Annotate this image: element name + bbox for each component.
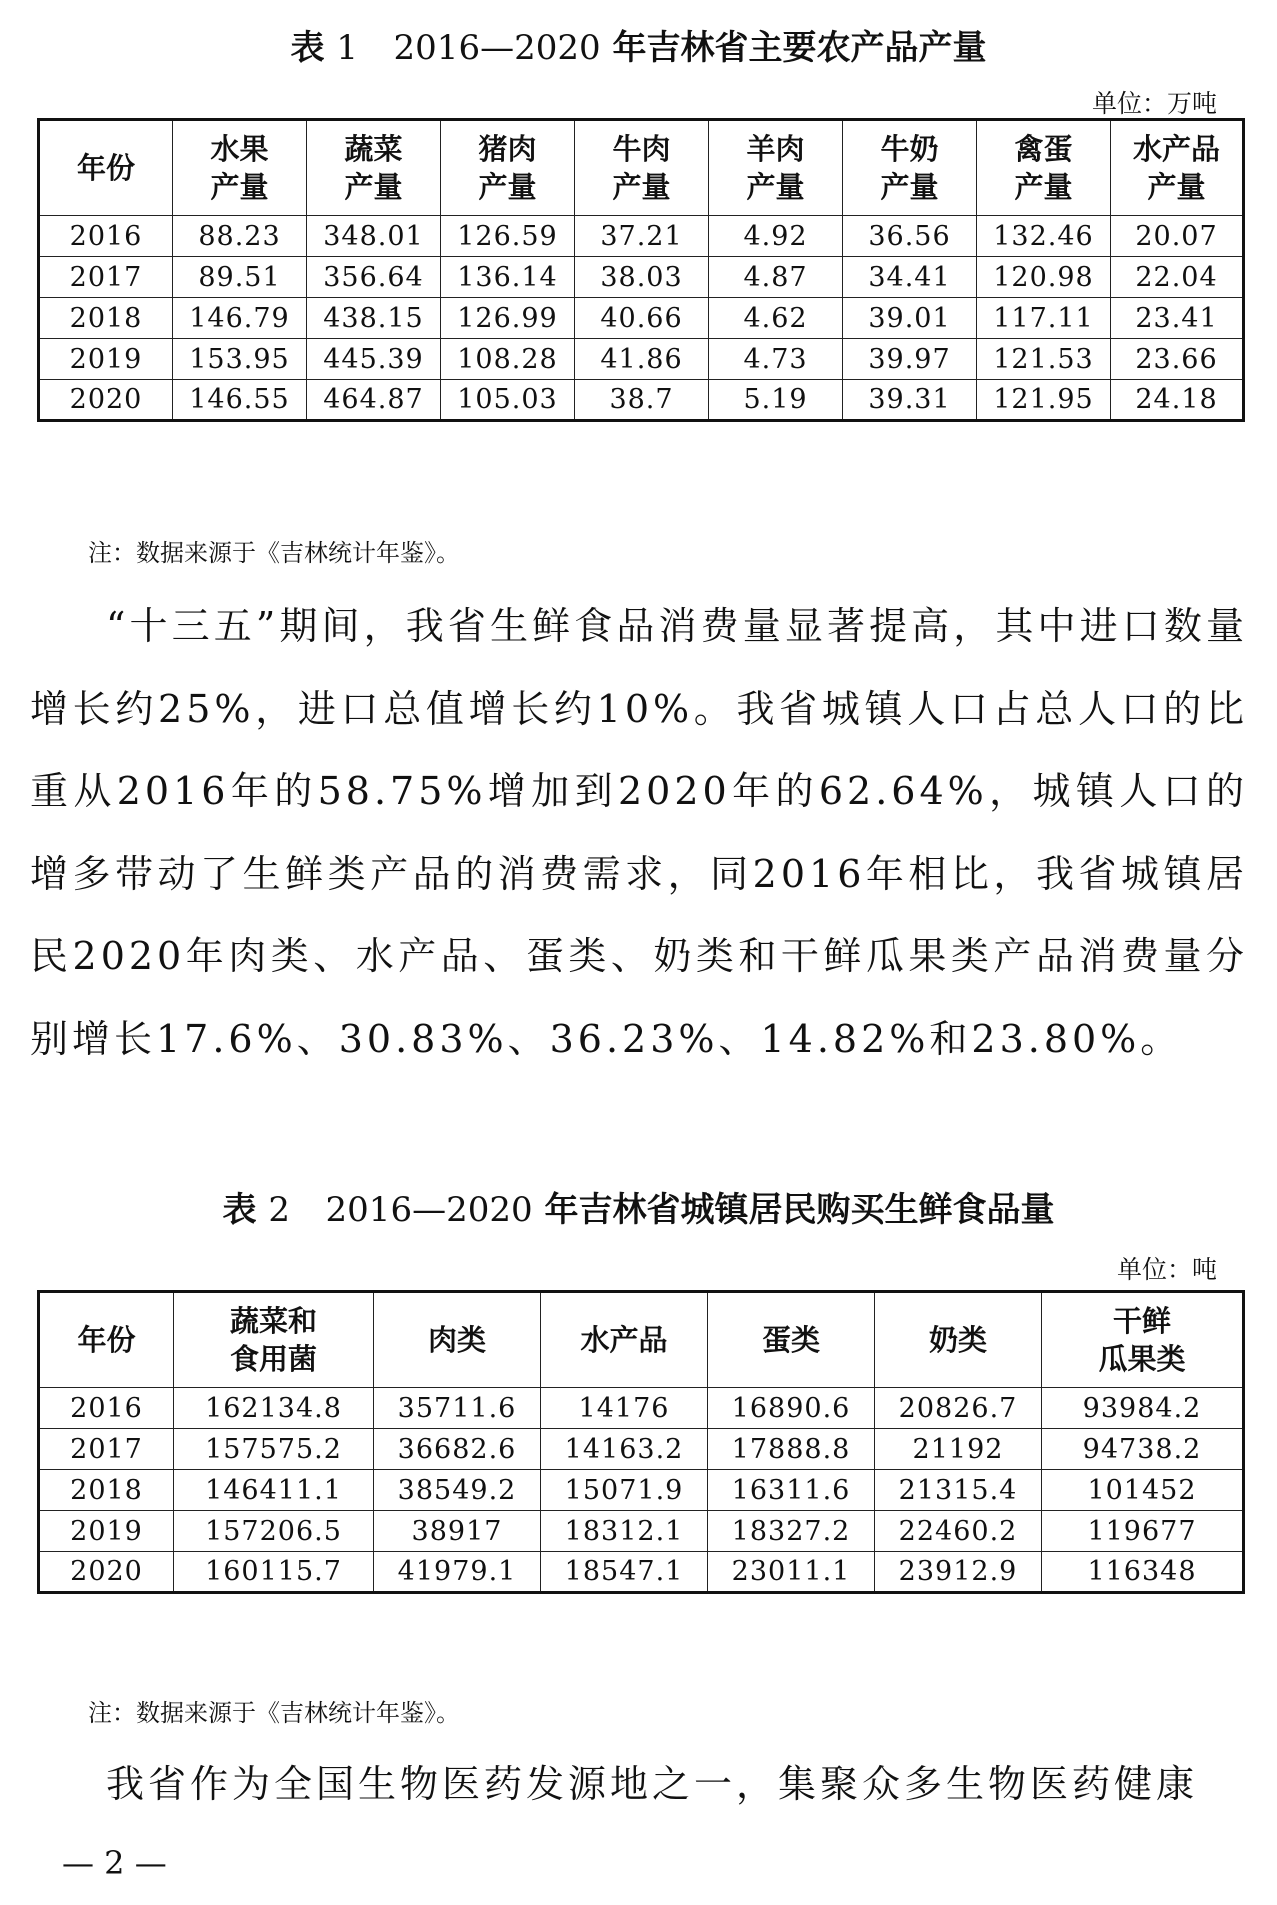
table2-value-cell: 146411.1 bbox=[174, 1470, 374, 1511]
table2-note: 注：数据来源于《吉林统计年鉴》。 bbox=[88, 1699, 460, 1727]
page-number: — 2 — bbox=[62, 1844, 167, 1882]
table1-header-cell bbox=[307, 120, 441, 216]
table2-value-cell: 22460.2 bbox=[875, 1511, 1042, 1552]
table1-value-cell: 348.01 bbox=[307, 216, 441, 257]
table2-header-cell bbox=[875, 1292, 1042, 1388]
table1-value-cell: 36.56 bbox=[843, 216, 977, 257]
table1-header-text: 牛奶 bbox=[880, 132, 939, 166]
table1-value-cell: 120.98 bbox=[977, 257, 1111, 298]
table1-header-cell bbox=[1111, 120, 1244, 216]
table1-value-cell: 153.95 bbox=[173, 339, 307, 380]
table1-year-cell: 2020 bbox=[39, 380, 173, 421]
table2-value-cell: 16311.6 bbox=[708, 1470, 875, 1511]
table2-header-text: 肉类 bbox=[427, 1323, 486, 1357]
table1-header-text: 产量 bbox=[880, 170, 939, 204]
table1-value-cell: 20.07 bbox=[1111, 216, 1244, 257]
table1-value-cell: 89.51 bbox=[173, 257, 307, 298]
table2-header-cell bbox=[174, 1292, 374, 1388]
table1-value-cell: 39.01 bbox=[843, 298, 977, 339]
table-row bbox=[39, 1470, 1244, 1511]
body-paragraph-2: 我省作为全国生物医药发源地之一，集聚众多生物医药健康 bbox=[106, 1762, 1199, 1806]
table1-header-text: 产量 bbox=[746, 170, 805, 204]
table1-header-text: 蔬菜 bbox=[344, 132, 403, 166]
table1-value-cell: 38.03 bbox=[575, 257, 709, 298]
table2-value-cell: 101452 bbox=[1042, 1470, 1244, 1511]
table2-value-cell: 21315.4 bbox=[875, 1470, 1042, 1511]
table1-value-cell: 5.19 bbox=[709, 380, 843, 421]
table2-value-cell: 18547.1 bbox=[541, 1552, 708, 1593]
table-row bbox=[39, 1388, 1244, 1429]
table2-year-cell: 2017 bbox=[39, 1429, 174, 1470]
table-row bbox=[39, 216, 1244, 257]
table-row bbox=[39, 257, 1244, 298]
table2-value-cell: 18327.2 bbox=[708, 1511, 875, 1552]
table1-value-cell: 117.11 bbox=[977, 298, 1111, 339]
table2-years: 2016—2020 bbox=[325, 1190, 533, 1230]
table1-value-cell: 126.59 bbox=[441, 216, 575, 257]
table1-header-text: 羊肉 bbox=[746, 132, 805, 166]
table1-value-cell: 34.41 bbox=[843, 257, 977, 298]
table1-note: 注：数据来源于《吉林统计年鉴》。 bbox=[88, 539, 460, 567]
table2-header-text: 蛋类 bbox=[761, 1323, 820, 1357]
table2-value-cell: 38549.2 bbox=[374, 1470, 541, 1511]
table1-header-text: 猪肉 bbox=[478, 132, 537, 166]
table1-header-text: 产量 bbox=[344, 170, 403, 204]
table2-value-cell: 116348 bbox=[1042, 1552, 1244, 1593]
table2-year-cell: 2020 bbox=[39, 1552, 174, 1593]
table1-header-text: 水产品 bbox=[1132, 132, 1220, 166]
table2-title bbox=[0, 1182, 1277, 1231]
table1-value-cell: 38.7 bbox=[575, 380, 709, 421]
table1-header-text: 产量 bbox=[612, 170, 671, 204]
table2-value-cell: 16890.6 bbox=[708, 1388, 875, 1429]
table1-value-cell: 108.28 bbox=[441, 339, 575, 380]
table1-value-cell: 22.04 bbox=[1111, 257, 1244, 298]
table2-value-cell: 93984.2 bbox=[1042, 1388, 1244, 1429]
table1-header-cell bbox=[977, 120, 1111, 216]
table1-header-cell bbox=[173, 120, 307, 216]
table1-year-cell: 2018 bbox=[39, 298, 173, 339]
table2-value-cell: 36682.6 bbox=[374, 1429, 541, 1470]
table-row bbox=[39, 298, 1244, 339]
table2-value-cell: 157575.2 bbox=[174, 1429, 374, 1470]
table1-header-cell bbox=[39, 120, 173, 216]
table1-value-cell: 132.46 bbox=[977, 216, 1111, 257]
table1-value-cell: 356.64 bbox=[307, 257, 441, 298]
table1-value-cell: 40.66 bbox=[575, 298, 709, 339]
table1-value-cell: 88.23 bbox=[173, 216, 307, 257]
table2-value-cell: 15071.9 bbox=[541, 1470, 708, 1511]
table1 bbox=[37, 118, 1245, 422]
table2-header-text: 食用菌 bbox=[229, 1342, 317, 1376]
table1-value-cell: 445.39 bbox=[307, 339, 441, 380]
table1-value-cell: 146.79 bbox=[173, 298, 307, 339]
table2-header-cell bbox=[1042, 1292, 1244, 1388]
table1-value-cell: 4.62 bbox=[709, 298, 843, 339]
table1-unit: 单位：万吨 bbox=[1091, 89, 1217, 118]
body-paragraph-1: “十三五”期间，我省生鲜食品消费量显著提高，其中进口数量增长约25%，进口总值增长约10%。我省城镇人口占总人口的比重从2016年的58.75%增加到2020年的62.64%，城镇人口的增多带动了生鲜类产品的消费需求，同2016年相比，我省城镇居民2020年肉类、水产品、蛋类、奶类和干鲜瓜果类产品消费量分别增长17.6%、30.83%、36.23%、14.82%和23.80%。 bbox=[30, 604, 1248, 1061]
table1-value-cell: 4.92 bbox=[709, 216, 843, 257]
table1-value-cell: 39.31 bbox=[843, 380, 977, 421]
table1-header-cell bbox=[843, 120, 977, 216]
table2-year-cell: 2018 bbox=[39, 1470, 174, 1511]
table1-value-cell: 438.15 bbox=[307, 298, 441, 339]
table2-value-cell: 14163.2 bbox=[541, 1429, 708, 1470]
table2-value-cell: 162134.8 bbox=[174, 1388, 374, 1429]
table2-header-text: 年份 bbox=[77, 1323, 136, 1357]
table1-header-text: 牛肉 bbox=[612, 132, 671, 166]
table1-header-text: 禽蛋 bbox=[1014, 132, 1073, 166]
table2-value-cell: 38917 bbox=[374, 1511, 541, 1552]
table2-value-cell: 14176 bbox=[541, 1388, 708, 1429]
table2-header-cell bbox=[708, 1292, 875, 1388]
table-row bbox=[39, 1429, 1244, 1470]
table1-value-cell: 4.73 bbox=[709, 339, 843, 380]
table1-value-cell: 136.14 bbox=[441, 257, 575, 298]
table2-value-cell: 160115.7 bbox=[174, 1552, 374, 1593]
table-row bbox=[39, 339, 1244, 380]
table1-value-cell: 23.41 bbox=[1111, 298, 1244, 339]
table1-header-row bbox=[39, 120, 1244, 216]
table1-header-cell bbox=[575, 120, 709, 216]
table1-value-cell: 24.18 bbox=[1111, 380, 1244, 421]
table1-value-cell: 126.99 bbox=[441, 298, 575, 339]
table2 bbox=[37, 1290, 1245, 1594]
table2-header-cell bbox=[374, 1292, 541, 1388]
table2-value-cell: 21192 bbox=[875, 1429, 1042, 1470]
table1-body bbox=[39, 216, 1244, 421]
table1-number: 1 bbox=[336, 28, 359, 68]
table1-years: 2016—2020 bbox=[393, 28, 601, 68]
table2-value-cell: 94738.2 bbox=[1042, 1429, 1244, 1470]
table2-header-text: 奶类 bbox=[928, 1323, 987, 1357]
table2-value-cell: 41979.1 bbox=[374, 1552, 541, 1593]
table1-value-cell: 37.21 bbox=[575, 216, 709, 257]
table2-header-text: 干鲜 bbox=[1112, 1304, 1171, 1338]
table1-value-cell: 39.97 bbox=[843, 339, 977, 380]
table1-label: 表 bbox=[290, 28, 325, 68]
table-row bbox=[39, 1511, 1244, 1552]
table1-year-cell: 2016 bbox=[39, 216, 173, 257]
table1-header-cell bbox=[709, 120, 843, 216]
table-row bbox=[39, 380, 1244, 421]
table1-header-text: 产量 bbox=[210, 170, 269, 204]
table2-header-cell bbox=[39, 1292, 174, 1388]
table2-value-cell: 20826.7 bbox=[875, 1388, 1042, 1429]
table2-value-cell: 23011.1 bbox=[708, 1552, 875, 1593]
table1-header-text: 产量 bbox=[1014, 170, 1073, 204]
table1-value-cell: 105.03 bbox=[441, 380, 575, 421]
table2-header-text: 水产品 bbox=[580, 1323, 668, 1357]
table2-title-text: 年吉林省城镇居民购买生鲜食品量 bbox=[544, 1190, 1055, 1230]
table2-body bbox=[39, 1388, 1244, 1593]
table2-header-row bbox=[39, 1292, 1244, 1388]
table-row bbox=[39, 1552, 1244, 1593]
table2-header-text: 瓜果类 bbox=[1098, 1342, 1186, 1376]
table2-header-cell bbox=[541, 1292, 708, 1388]
table1-header-cell bbox=[441, 120, 575, 216]
table2-value-cell: 17888.8 bbox=[708, 1429, 875, 1470]
table1-value-cell: 464.87 bbox=[307, 380, 441, 421]
table1-title-text: 年吉林省主要农产品产量 bbox=[612, 28, 987, 68]
table2-value-cell: 23912.9 bbox=[875, 1552, 1042, 1593]
table1-year-cell: 2017 bbox=[39, 257, 173, 298]
table2-value-cell: 35711.6 bbox=[374, 1388, 541, 1429]
table2-number: 2 bbox=[268, 1190, 291, 1230]
table1-value-cell: 146.55 bbox=[173, 380, 307, 421]
table2-year-cell: 2019 bbox=[39, 1511, 174, 1552]
table1-value-cell: 41.86 bbox=[575, 339, 709, 380]
table2-year-cell: 2016 bbox=[39, 1388, 174, 1429]
table1-header-text: 年份 bbox=[76, 151, 135, 185]
table1-header-text: 产量 bbox=[1147, 170, 1206, 204]
table1-year-cell: 2019 bbox=[39, 339, 173, 380]
table1-value-cell: 4.87 bbox=[709, 257, 843, 298]
table1-value-cell: 121.95 bbox=[977, 380, 1111, 421]
table2-unit: 单位：吨 bbox=[1116, 1255, 1217, 1284]
table1-header-text: 水果 bbox=[210, 132, 269, 166]
table1-header-text: 产量 bbox=[478, 170, 537, 204]
table1-value-cell: 121.53 bbox=[977, 339, 1111, 380]
table1-value-cell: 23.66 bbox=[1111, 339, 1244, 380]
table2-value-cell: 18312.1 bbox=[541, 1511, 708, 1552]
table2-value-cell: 119677 bbox=[1042, 1511, 1244, 1552]
table2-label: 表 bbox=[222, 1190, 257, 1230]
table1-title bbox=[0, 20, 1277, 69]
table2-header-text: 蔬菜和 bbox=[229, 1304, 317, 1338]
table2-value-cell: 157206.5 bbox=[174, 1511, 374, 1552]
